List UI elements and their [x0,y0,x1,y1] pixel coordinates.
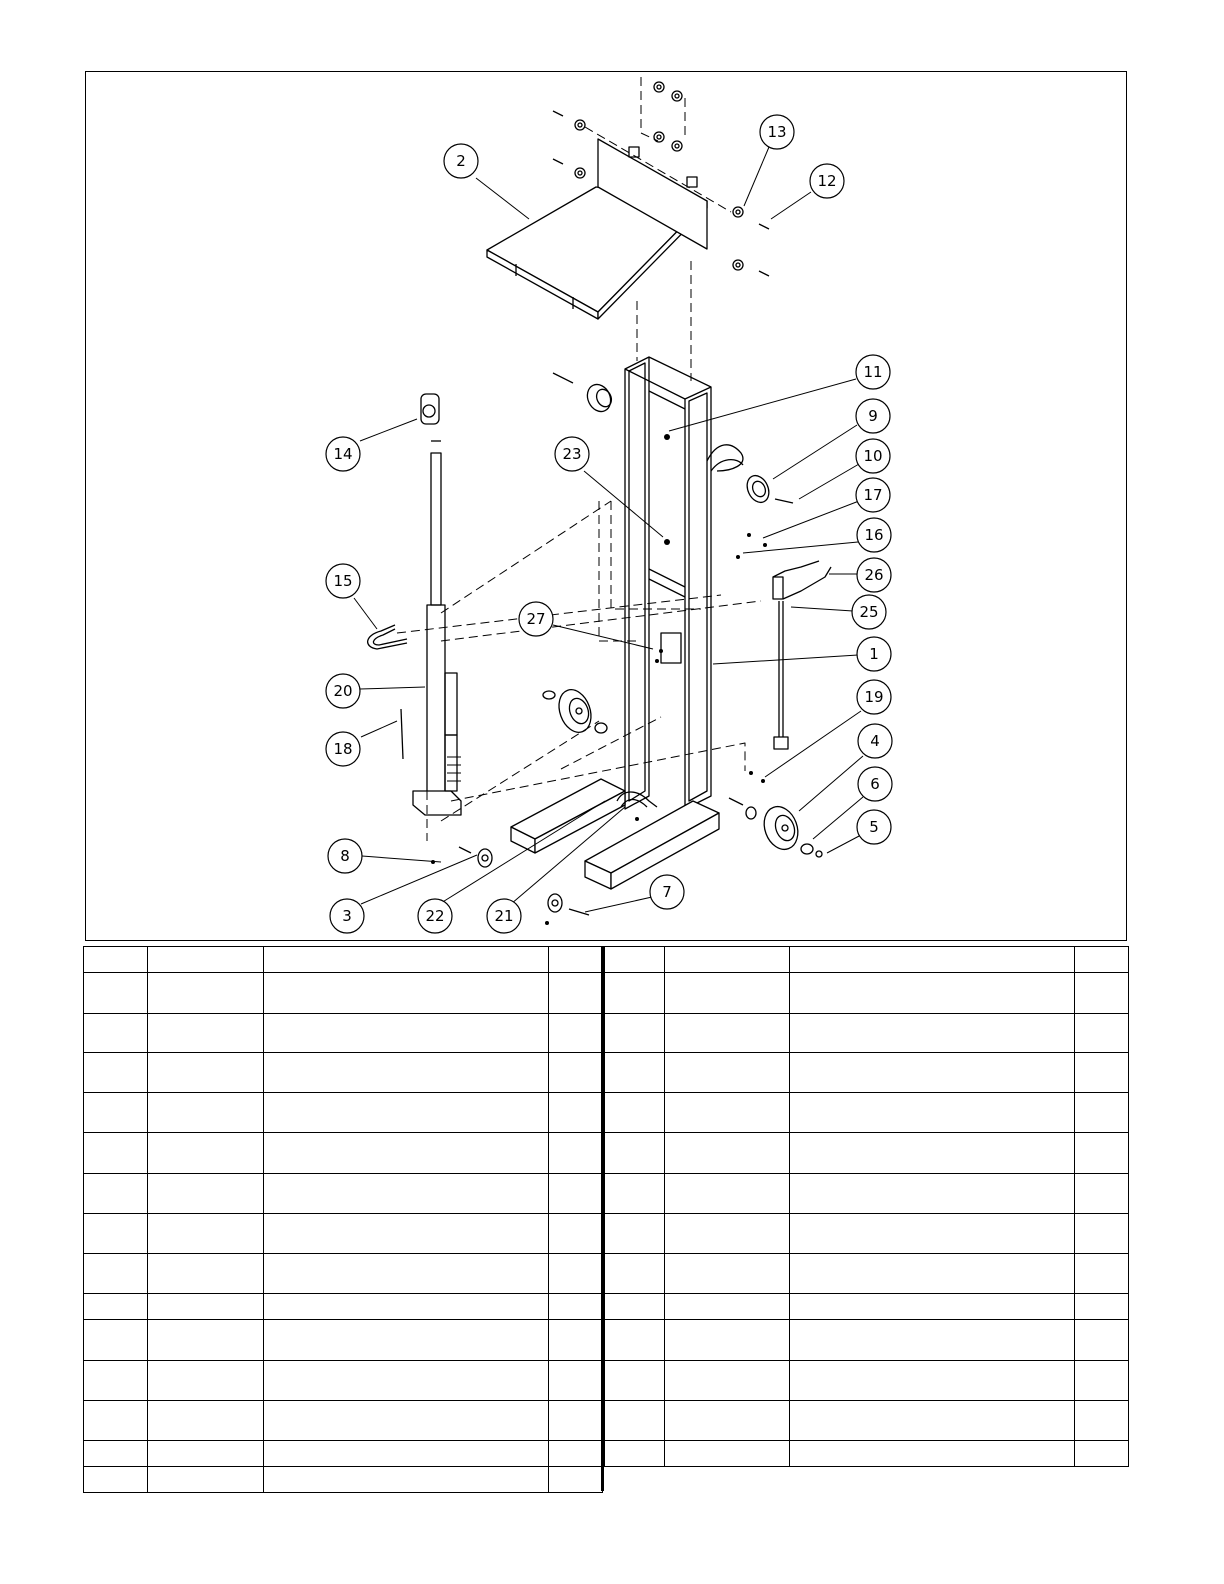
parts-table-cell [1075,1294,1129,1320]
parts-table-cell [84,1294,148,1320]
parts-table-row [605,1053,1129,1093]
parts-table-cell [790,1053,1075,1093]
parts-table-cell [605,947,665,973]
parts-table-cell [1075,1133,1129,1174]
parts-table-row [605,1174,1129,1214]
parts-table-cell [790,1014,1075,1053]
parts-table-row [605,1401,1129,1441]
parts-table-cell [790,1401,1075,1441]
parts-table-cell [549,1214,603,1254]
parts-table-cell [1075,947,1129,973]
parts-table-cell [665,1053,790,1093]
callout-label: 20 [333,682,353,700]
parts-table-row [84,1093,603,1133]
parts-table-cell [549,1014,603,1053]
parts-table-row [605,973,1129,1014]
parts-table-cell [1075,1401,1129,1441]
parts-table-cell [549,1441,603,1467]
parts-table-cell [549,1133,603,1174]
parts-table-cell [148,1214,264,1254]
parts-table-cell [790,1294,1075,1320]
callout-label: 4 [870,732,880,750]
parts-table-cell [665,1294,790,1320]
parts-table-cell [84,1174,148,1214]
parts-table-cell [549,1401,603,1441]
callout-label: 23 [562,445,582,463]
parts-table-cell [264,1053,549,1093]
callout-label: 27 [526,610,546,628]
callout-label: 17 [863,486,883,504]
callout-label: 22 [425,907,445,925]
callout-label: 10 [863,447,883,465]
parts-table-row [84,973,603,1014]
parts-table-cell [605,973,665,1014]
callout-label: 2 [456,152,466,170]
callout-label: 21 [494,907,514,925]
parts-table-cell [148,1014,264,1053]
parts-table-cell [84,1214,148,1254]
parts-table-row [605,1133,1129,1174]
parts-table-cell [665,1093,790,1133]
parts-table-cell [264,1093,549,1133]
parts-table-cell [665,1401,790,1441]
parts-table-cell [665,1133,790,1174]
parts-table-cell [264,1014,549,1053]
parts-table-left [83,946,603,1493]
parts-table-row [84,1441,603,1467]
callout-label: 12 [817,172,837,190]
parts-table-cell [665,1441,790,1467]
parts-table-cell [790,1254,1075,1294]
parts-table-cell [549,1254,603,1294]
parts-table-row [605,1093,1129,1133]
callout-label: 16 [864,526,884,544]
parts-table-cell [264,1174,549,1214]
platform-part [487,139,707,319]
mast-frame-part [625,357,743,809]
parts-table-cell [665,1014,790,1053]
parts-table-cell [148,1401,264,1441]
parts-table-cell [605,1401,665,1441]
parts-table-cell [549,973,603,1014]
parts-table-right [604,946,1129,1467]
parts-table-cell [148,1093,264,1133]
parts-table-row [84,1214,603,1254]
parts-table-cell [605,1014,665,1053]
parts-table-cell [790,1320,1075,1361]
parts-table-cell [790,973,1075,1014]
parts-table-cell [148,1441,264,1467]
parts-table-row [84,1467,603,1493]
parts-table-cell [264,1401,549,1441]
parts-table-cell [665,1174,790,1214]
parts-table-cell [1075,1441,1129,1467]
parts-table-cell [1075,1214,1129,1254]
callout-label: 11 [863,363,883,381]
callout-label: 13 [767,123,787,141]
parts-table-cell [84,1093,148,1133]
callout-label: 1 [869,645,879,663]
parts-table-row [84,1133,603,1174]
parts-table-cell [549,947,603,973]
callout-label: 18 [333,740,353,758]
parts-table-row [84,1053,603,1093]
callout-label: 6 [870,775,880,793]
drawing-frame [85,71,1127,941]
callout-label: 5 [869,818,879,836]
parts-table-cell [549,1361,603,1401]
parts-table-cell [605,1441,665,1467]
parts-table-cell [1075,973,1129,1014]
parts-table-cell [605,1294,665,1320]
parts-table-cell [148,1320,264,1361]
parts-table-cell [549,1053,603,1093]
parts-table-cell [148,947,264,973]
parts-table-cell [148,973,264,1014]
callout-label: 14 [333,445,353,463]
parts-table-cell [605,1093,665,1133]
parts-table-row [605,1294,1129,1320]
callout-label: 26 [864,566,884,584]
parts-table-cell [84,947,148,973]
callout-label: 9 [868,407,878,425]
parts-table-cell [790,1174,1075,1214]
parts-table-cell [665,1361,790,1401]
parts-table-cell [665,973,790,1014]
parts-table-cell [84,1401,148,1441]
parts-table-cell [148,1053,264,1093]
u-handle-part [368,625,407,649]
parts-table-cell [665,1254,790,1294]
parts-table-cell [605,1174,665,1214]
parts-table-cell [264,973,549,1014]
parts-table-cell [84,1441,148,1467]
parts-table-cell [605,1214,665,1254]
parts-table-cell [84,1254,148,1294]
parts-table-cell [264,1467,549,1493]
parts-table-row [605,1254,1129,1294]
parts-table-row [605,1320,1129,1361]
parts-table-cell [148,1361,264,1401]
parts-table-cell [790,1361,1075,1401]
parts-table-cell [84,973,148,1014]
parts-table-cell [1075,1053,1129,1093]
parts-table-cell [148,1254,264,1294]
exploded-assembly-drawing [86,72,1126,940]
parts-table-cell [148,1467,264,1493]
parts-table-cell [84,1467,148,1493]
parts-table-cell [1075,1093,1129,1133]
callout-label: 25 [859,603,879,621]
parts-table-cell [549,1294,603,1320]
parts-table-cell [84,1320,148,1361]
callout-label: 7 [662,883,672,901]
parts-table-cell [549,1467,603,1493]
callout-label: 3 [342,907,352,925]
parts-table-cell [549,1320,603,1361]
parts-table-cell [84,1014,148,1053]
parts-table-cell [605,1053,665,1093]
parts-table-cell [264,1214,549,1254]
parts-table-row [84,1361,603,1401]
parts-table-cell [84,1361,148,1401]
parts-table-row [605,1361,1129,1401]
parts-table-cell [264,947,549,973]
parts-table-cell [1075,1014,1129,1053]
parts-table-cell [790,1214,1075,1254]
callout-label: 15 [333,572,353,590]
parts-table-cell [264,1294,549,1320]
parts-table-cell [790,1441,1075,1467]
chain-assembly-part [773,561,831,749]
parts-table-cell [605,1361,665,1401]
parts-table-cell [605,1254,665,1294]
parts-table-cell [84,1133,148,1174]
parts-table-row [84,1014,603,1053]
parts-table-cell [84,1053,148,1093]
parts-table-cell [264,1441,549,1467]
parts-table-cell [605,1320,665,1361]
parts-table-cell [665,1320,790,1361]
parts-table-cell [665,947,790,973]
callout-label: 8 [340,847,350,865]
callout-label: 19 [864,688,884,706]
parts-table-cell [790,947,1075,973]
parts-table-row [84,1294,603,1320]
parts-table-cell [1075,1320,1129,1361]
parts-table-cell [1075,1361,1129,1401]
parts-table-cell [665,1214,790,1254]
parts-table-row [84,1174,603,1214]
parts-table-row [605,1014,1129,1053]
parts-table-cell [148,1133,264,1174]
parts-table-cell [264,1254,549,1294]
parts-table-cell [148,1294,264,1320]
parts-table-cell [549,1174,603,1214]
parts-table-cell [264,1133,549,1174]
parts-table-cell [549,1093,603,1133]
parts-table-row [84,1320,603,1361]
parts-table-cell [264,1361,549,1401]
parts-table-row [84,947,603,973]
parts-table-row [605,1441,1129,1467]
parts-table-cell [1075,1254,1129,1294]
parts-table-cell [790,1093,1075,1133]
parts-table-row [84,1401,603,1441]
parts-table-row [605,1214,1129,1254]
parts-table-cell [605,1133,665,1174]
hydraulic-cylinder-part [401,394,461,815]
parts-table-cell [1075,1174,1129,1214]
parts-table-cell [790,1133,1075,1174]
parts-table-row [605,947,1129,973]
parts-table-row [84,1254,603,1294]
parts-table-cell [148,1174,264,1214]
parts-table-cell [264,1320,549,1361]
